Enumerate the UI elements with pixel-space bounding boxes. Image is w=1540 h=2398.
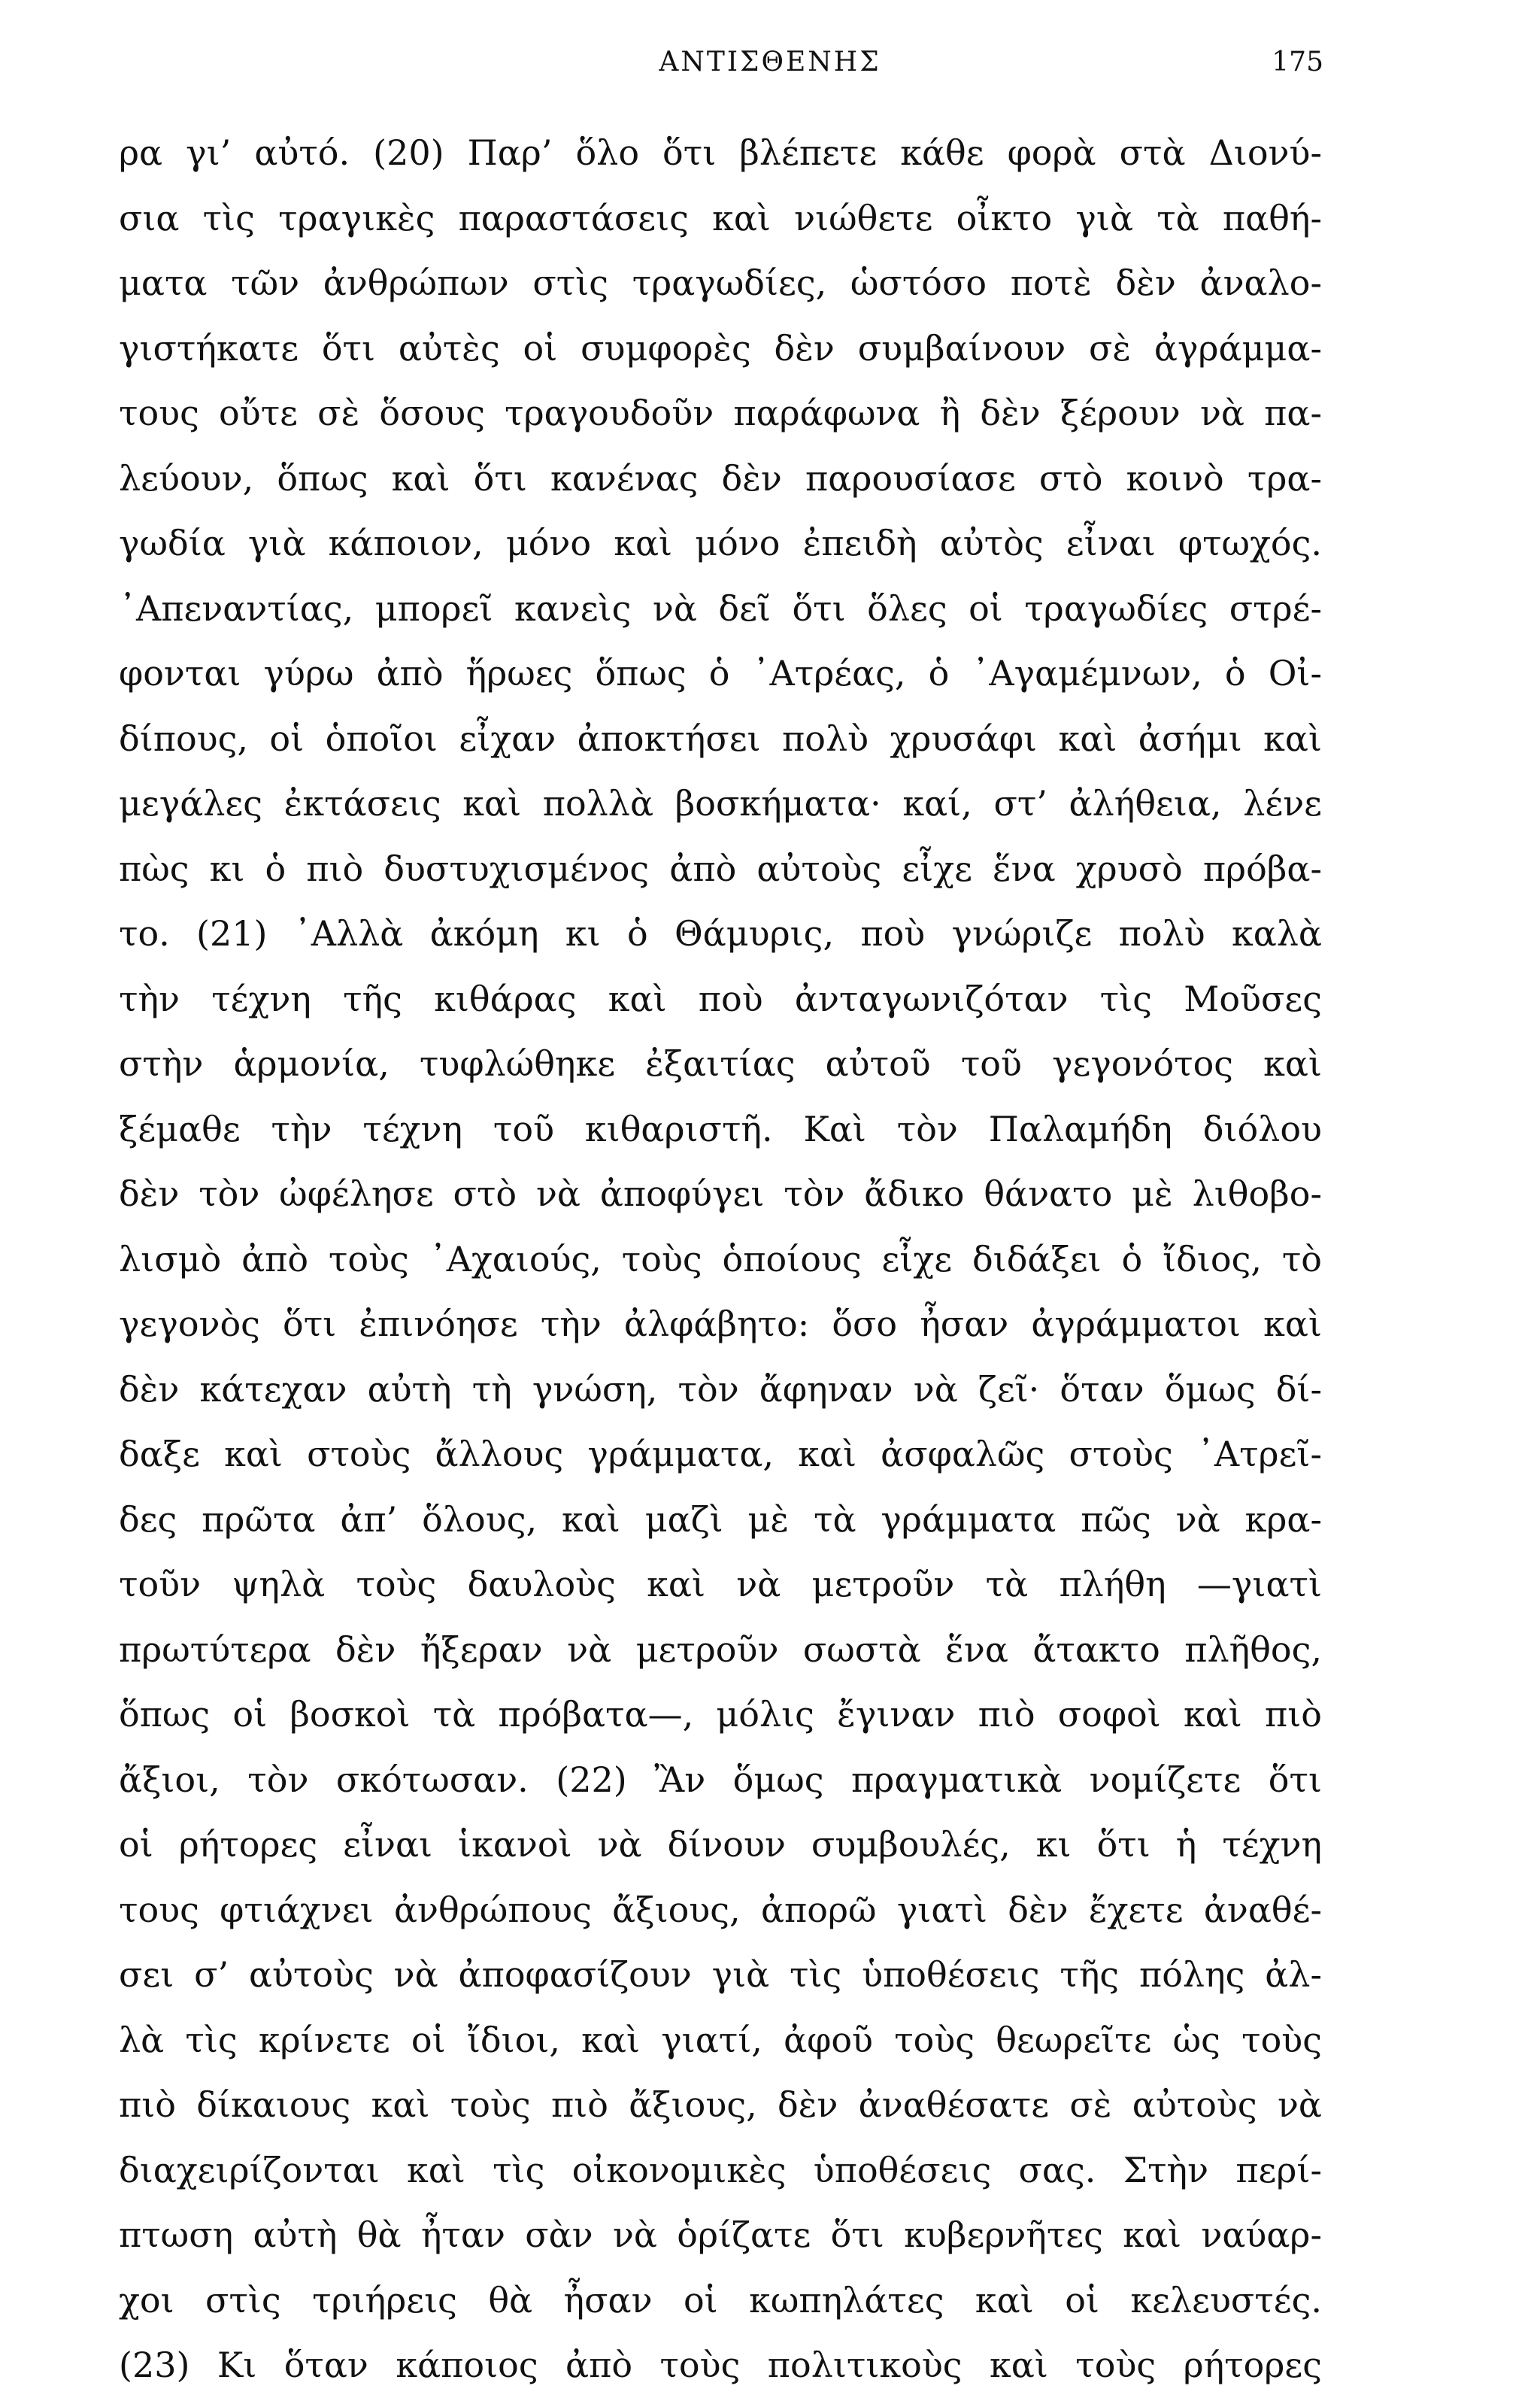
text-line: οἱ ρήτορες εἶναι ἱκανοὶ νὰ δίνουν συμβουλές, κι ὅτι ἡ τέχνη [119,1824,1322,1865]
text-line: ματα τῶν ἀνθρώπων στὶς τραγωδίες, ὡστόσο ποτὲ δὲν ἀναλο- [119,263,1322,303]
text-line: ᾿Απεναντίας, μπορεῖ κανεὶς νὰ δεῖ ὅτι ὅλες οἱ τραγωδίες στρέ- [119,587,1322,629]
text-line: γιστήκατε ὅτι αὐτὲς οἱ συμφορὲς δὲν συμβαίνουν σὲ ἀγράμμα- [119,327,1322,369]
text-line: τοῦν ψηλὰ τοὺς δαυλοὺς καὶ νὰ μετροῦν τὰ πλήθη —γιατὶ [119,1564,1322,1604]
running-head-title: ΑΝΤΙΣΘΕΝΗΣ [659,47,881,77]
text-line: πὼς κι ὁ πιὸ δυστυχισμένος ἀπὸ αὐτοὺς εἶχε ἕνα χρυσὸ πρόβα- [119,848,1322,889]
text-line: σει σ’ αὐτοὺς νὰ ἀποφασίζουν γιὰ τὶς ὑποθέσεις τῆς πόλης ἀλ- [119,1954,1322,1995]
text-line: ρα γι’ αὐτό. (20) Παρ’ ὅλο ὅτι βλέπετε κάθε φορὰ στὰ Διονύ- [119,132,1322,173]
page-number: 175 [1272,47,1323,77]
text-line: γωδία γιὰ κάποιον, μόνο καὶ μόνο ἐπειδὴ αὐτὸς εἶναι φτωχός. [119,523,1322,563]
text-line: λὰ τὶς κρίνετε οἱ ἴδιοι, καὶ γιατί, ἀφοῦ τοὺς θεωρεῖτε ὡς τοὺς [119,2019,1322,2060]
text-line: ξέμαθε τὴν τέχνη τοῦ κιθαριστῆ. Καὶ τὸν Παλαμήδη διόλου [119,1108,1322,1149]
text-line: σια τὶς τραγικὲς παραστάσεις καὶ νιώθετε οἶκτο γιὰ τὰ παθή- [119,197,1322,238]
text-line: πτωση αὐτὴ θὰ ἦταν σὰν νὰ ὁρίζατε ὅτι κυβερνῆτες καὶ ναύαρ- [119,2214,1322,2255]
text-line: δὲν τὸν ὠφέλησε στὸ νὰ ἀποφύγει τὸν ἄδικο θάνατο μὲ λιθοβο- [119,1173,1322,1214]
text-line: φονται γύρω ἀπὸ ἥρωες ὅπως ὁ ᾿Ατρέας, ὁ ᾿Αγαμέμνων, ὁ Οἰ- [119,653,1322,694]
text-line: χοι στὶς τριήρεις θὰ ἦσαν οἱ κωπηλάτες καὶ οἱ κελευστές. [119,2279,1322,2321]
text-line: πρωτύτερα δὲν ἤξεραν νὰ μετροῦν σωστὰ ἕνα ἄτακτο πλῆθος, [119,1629,1322,1670]
text-line: (23) Κι ὅταν κάποιος ἀπὸ τοὺς πολιτικοὺς καὶ τοὺς ρήτορες [119,2345,1322,2385]
text-line: ἄξιοι, τὸν σκότωσαν. (22) Ἂν ὅμως πραγματικὰ νομίζετε ὅτι [119,1759,1322,1800]
text-line: δὲν κάτεχαν αὐτὴ τὴ γνώση, τὸν ἄφηναν νὰ ζεῖ· ὅταν ὅμως δί- [119,1368,1322,1410]
text-line: το. (21) ᾿Αλλὰ ἀκόμη κι ὁ Θάμυρις, ποὺ γνώριζε πολὺ καλὰ [119,913,1322,954]
text-line: γεγονὸς ὅτι ἐπινόησε τὴν ἀλφάβητο: ὅσο ἦσαν ἀγράμματοι καὶ [119,1304,1322,1344]
text-line: λεύουν, ὅπως καὶ ὅτι κανένας δὲν παρουσίασε στὸ κοινὸ τρα- [119,457,1322,499]
text-line: τους οὔτε σὲ ὅσους τραγουδοῦν παράφωνα ἢ δὲν ξέρουν νὰ πα- [119,393,1322,433]
text-line: ὅπως οἱ βοσκοὶ τὰ πρόβατα—, μόλις ἔγιναν πιὸ σοφοὶ καὶ πιὸ [119,1694,1322,1735]
text-line: στὴν ἁρμονία, τυφλώθηκε ἐξαιτίας αὐτοῦ τοῦ γεγονότος καὶ [119,1043,1322,1084]
text-line: δαξε καὶ στοὺς ἄλλους γράμματα, καὶ ἀσφαλῶς στοὺς ᾿Ατρεῖ- [119,1434,1322,1474]
text-line: πιὸ δίκαιους καὶ τοὺς πιὸ ἄξιους, δὲν ἀναθέσατε σὲ αὐτοὺς νὰ [119,2084,1322,2125]
text-line: τους φτιάχνει ἀνθρώπους ἄξιους, ἀπορῶ γιατὶ δὲν ἔχετε ἀναθέ- [119,1889,1322,1930]
text-line: λισμὸ ἀπὸ τοὺς ᾿Αχαιούς, τοὺς ὁποίους εἶχε διδάξει ὁ ἴδιος, τὸ [119,1238,1322,1279]
text-line: μεγάλες ἐκτάσεις καὶ πολλὰ βοσκήματα· καί, στ’ ἀλήθεια, λένε [119,783,1322,824]
text-line: διαχειρίζονται καὶ τὶς οἰκονομικὲς ὑποθέσεις σας. Στὴν περί- [119,2149,1322,2190]
text-line: δες πρῶτα ἀπ’ ὅλους, καὶ μαζὶ μὲ τὰ γράμματα πῶς νὰ κρα- [119,1498,1322,1540]
text-line: τὴν τέχνη τῆς κιθάρας καὶ ποὺ ἀνταγωνιζόταν τὶς Μοῦσες [119,978,1322,1019]
body-text [119,120,1322,2398]
running-head [0,44,1540,81]
text-line: δίπους, οἱ ὁποῖοι εἶχαν ἀποκτήσει πολὺ χρυσάφι καὶ ἀσήμι καὶ [119,718,1322,759]
